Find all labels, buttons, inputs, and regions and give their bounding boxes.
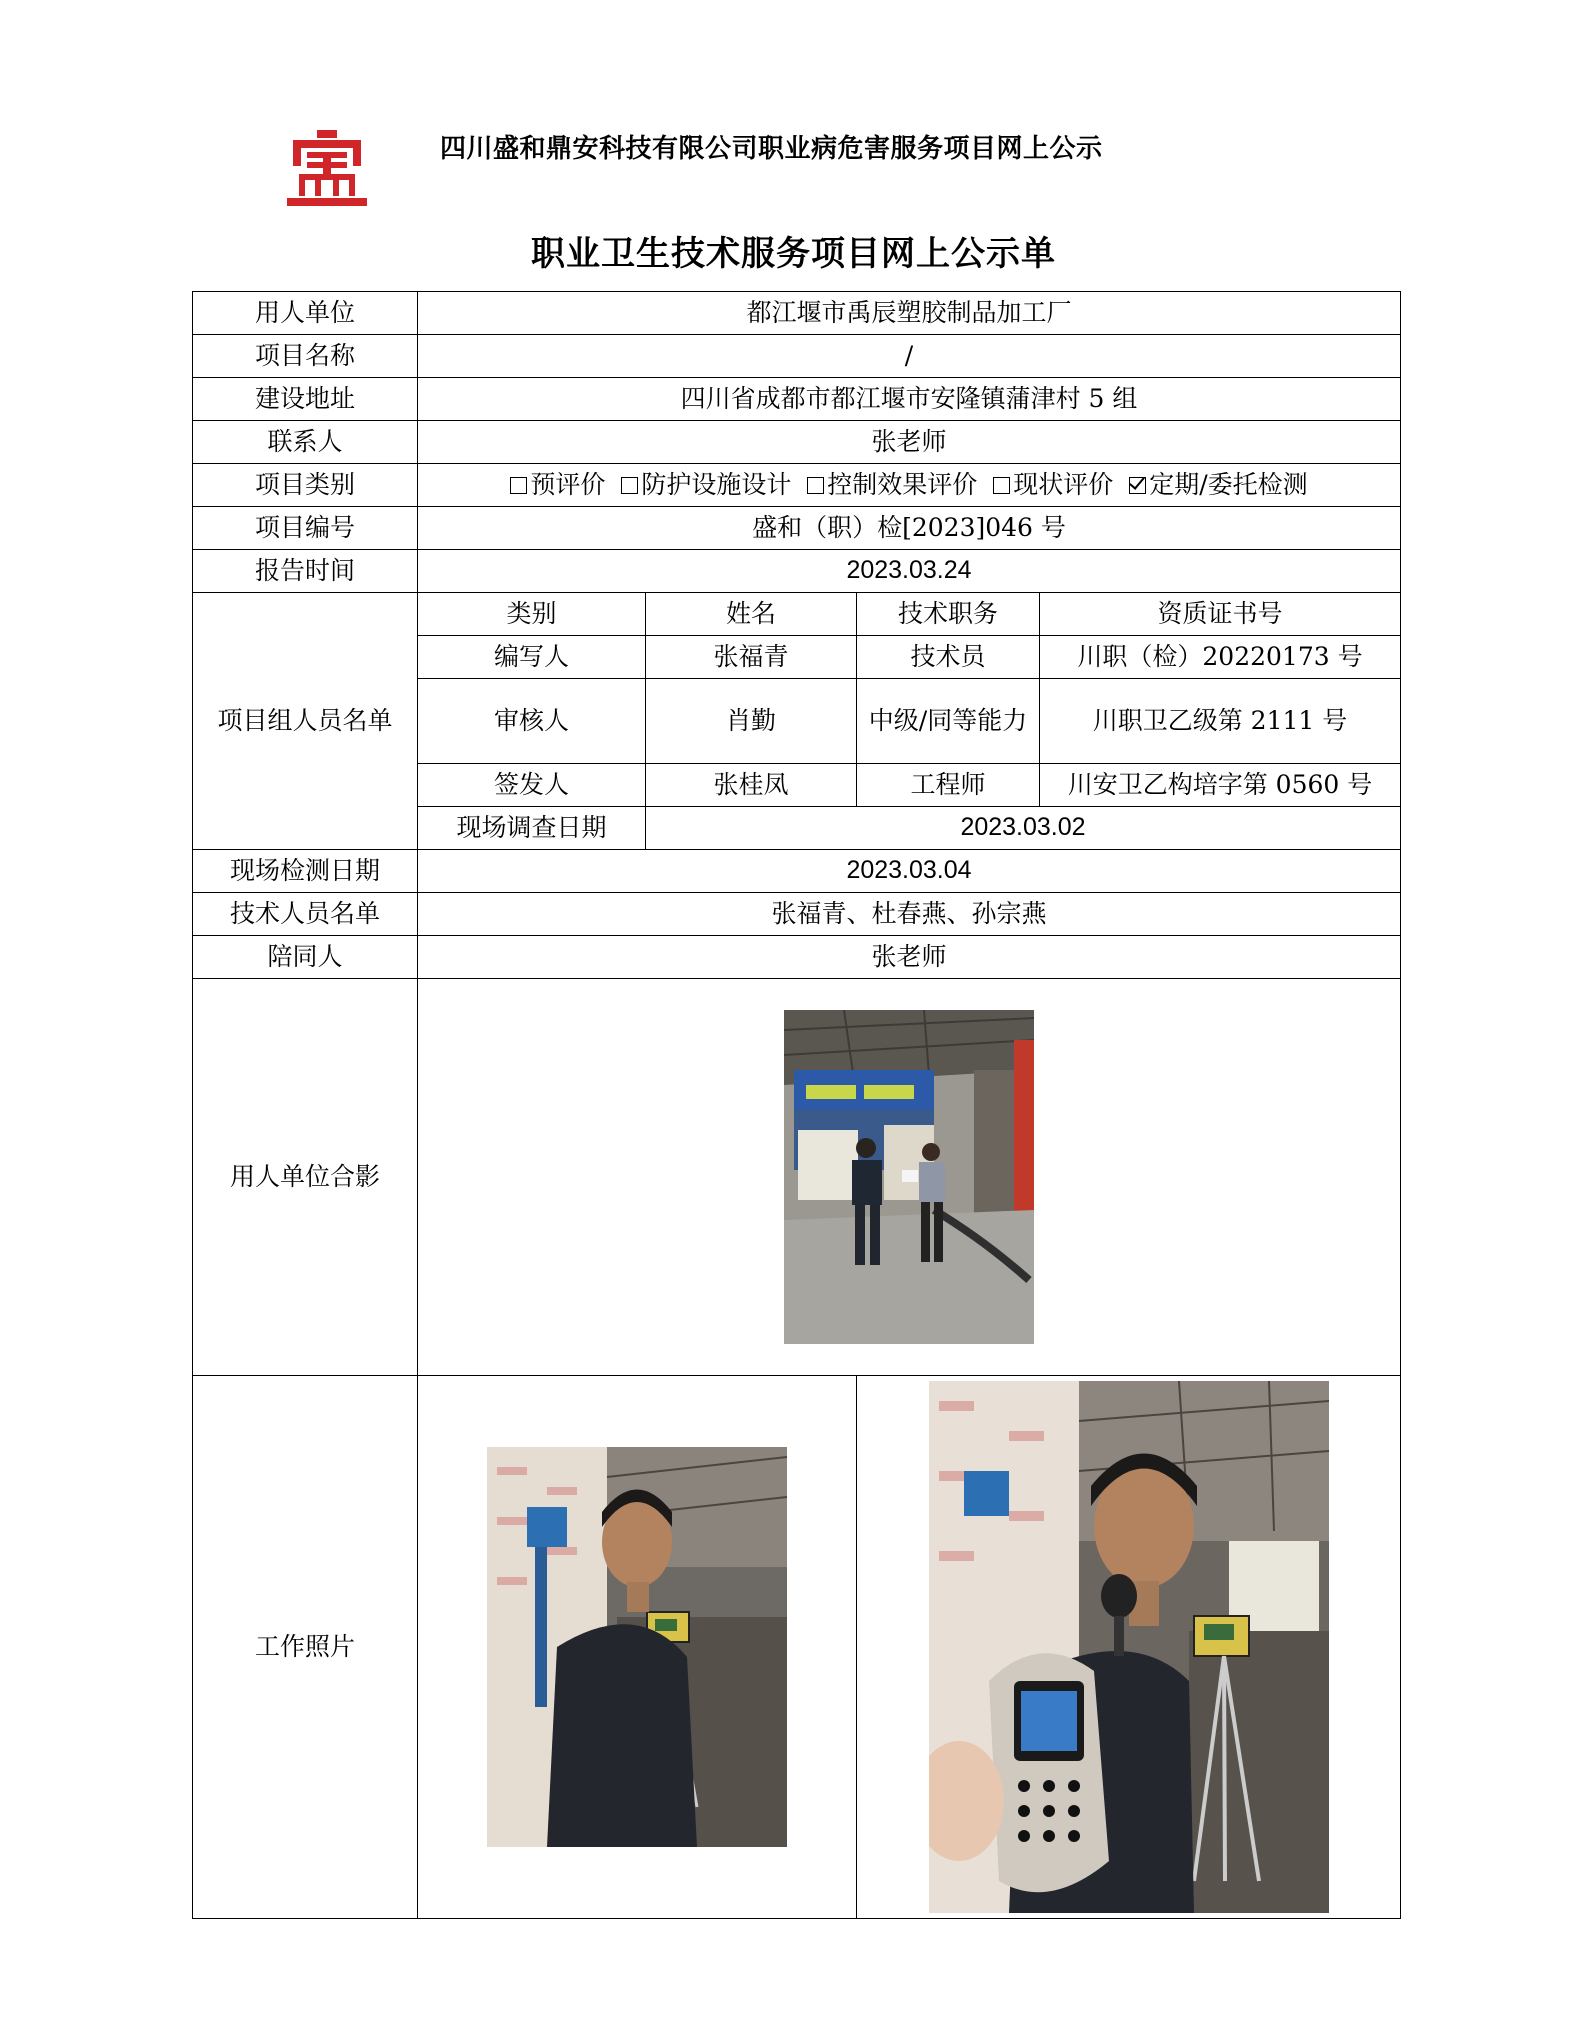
row-group-photo (193, 979, 1401, 1376)
work-photo-2 (929, 1381, 1329, 1913)
member-name: 张福青 (646, 636, 857, 679)
row-test-date (193, 850, 1401, 893)
checkbox-icon[interactable] (621, 477, 638, 494)
disclosure-table (192, 291, 1401, 1919)
label-project-name: 项目名称 (193, 335, 418, 378)
label-address: 建设地址 (193, 378, 418, 421)
team-col-header: 类别 (418, 593, 646, 636)
row-employer (193, 292, 1401, 335)
work-photo-cell (418, 1376, 857, 1919)
label-group-photo: 用人单位合影 (193, 979, 418, 1376)
member-name: 肖勤 (646, 679, 857, 764)
team-col-header: 资质证书号 (1040, 593, 1401, 636)
checked-checkbox-icon[interactable] (1129, 477, 1146, 494)
value-contact: 张老师 (418, 421, 1401, 464)
row-project-name (193, 335, 1401, 378)
value-employer: 都江堰市禹辰塑胶制品加工厂 (418, 292, 1401, 335)
category-option: 控制效果评价 (807, 469, 977, 500)
page-title: 职业卫生技术服务项目网上公示单 (531, 234, 1056, 274)
row-escort (193, 936, 1401, 979)
member-name: 张桂凤 (646, 764, 857, 807)
team-col-header: 姓名 (646, 593, 857, 636)
category-option: 防护设施设计 (621, 469, 791, 500)
value-project-no: 盛和（职）检[2023]046 号 (418, 507, 1401, 550)
member-role: 审核人 (418, 679, 646, 764)
label-report-date: 报告时间 (193, 550, 418, 593)
work-photo-cell (857, 1376, 1401, 1919)
label-work-photos: 工作照片 (193, 1376, 418, 1919)
row-contact (193, 421, 1401, 464)
value-survey-date: 2023.03.02 (646, 807, 1401, 850)
value-address: 四川省成都市都江堰市安隆镇蒲津村 5 组 (418, 378, 1401, 421)
member-cert: 川职卫乙级第 2111 号 (1040, 679, 1401, 764)
value-report-date: 2023.03.24 (418, 550, 1401, 593)
member-title: 中级/同等能力 (857, 679, 1040, 764)
label-category: 项目类别 (193, 464, 418, 507)
row-technicians (193, 893, 1401, 936)
value-test-date: 2023.03.04 (418, 850, 1401, 893)
value-escort: 张老师 (418, 936, 1401, 979)
category-option: 预评价 (510, 469, 605, 500)
label-project-no: 项目编号 (193, 507, 418, 550)
category-option: 现状评价 (993, 469, 1113, 500)
team-col-header: 技术职务 (857, 593, 1040, 636)
row-address (193, 378, 1401, 421)
category-options (418, 464, 1401, 507)
row-project-no (193, 507, 1401, 550)
category-option: 定期/委托检测 (1129, 469, 1307, 500)
label-employer: 用人单位 (193, 292, 418, 335)
label-technicians: 技术人员名单 (193, 893, 418, 936)
label-team: 项目组人员名单 (193, 593, 418, 850)
checkbox-icon[interactable] (993, 477, 1010, 494)
row-work-photos (193, 1376, 1401, 1919)
label-survey-date: 现场调查日期 (418, 807, 646, 850)
team-header-row (193, 593, 1401, 636)
label-contact: 联系人 (193, 421, 418, 464)
member-role: 签发人 (418, 764, 646, 807)
row-category (193, 464, 1401, 507)
work-photo-1 (487, 1447, 787, 1847)
label-escort: 陪同人 (193, 936, 418, 979)
row-report-date (193, 550, 1401, 593)
group-photo-cell (418, 979, 1401, 1376)
company-logo (287, 130, 367, 208)
org-notice-heading: 四川盛和鼎安科技有限公司职业病危害服务项目网上公示 (440, 134, 1103, 164)
group-photo (784, 1010, 1034, 1344)
label-test-date: 现场检测日期 (193, 850, 418, 893)
member-cert: 川安卫乙构培字第 0560 号 (1040, 764, 1401, 807)
value-project-name: / (418, 335, 1401, 378)
member-title: 技术员 (857, 636, 1040, 679)
member-role: 编写人 (418, 636, 646, 679)
value-technicians: 张福青、杜春燕、孙宗燕 (418, 893, 1401, 936)
member-title: 工程师 (857, 764, 1040, 807)
checkbox-icon[interactable] (807, 477, 824, 494)
checkbox-icon[interactable] (510, 477, 527, 494)
member-cert: 川职（检）20220173 号 (1040, 636, 1401, 679)
